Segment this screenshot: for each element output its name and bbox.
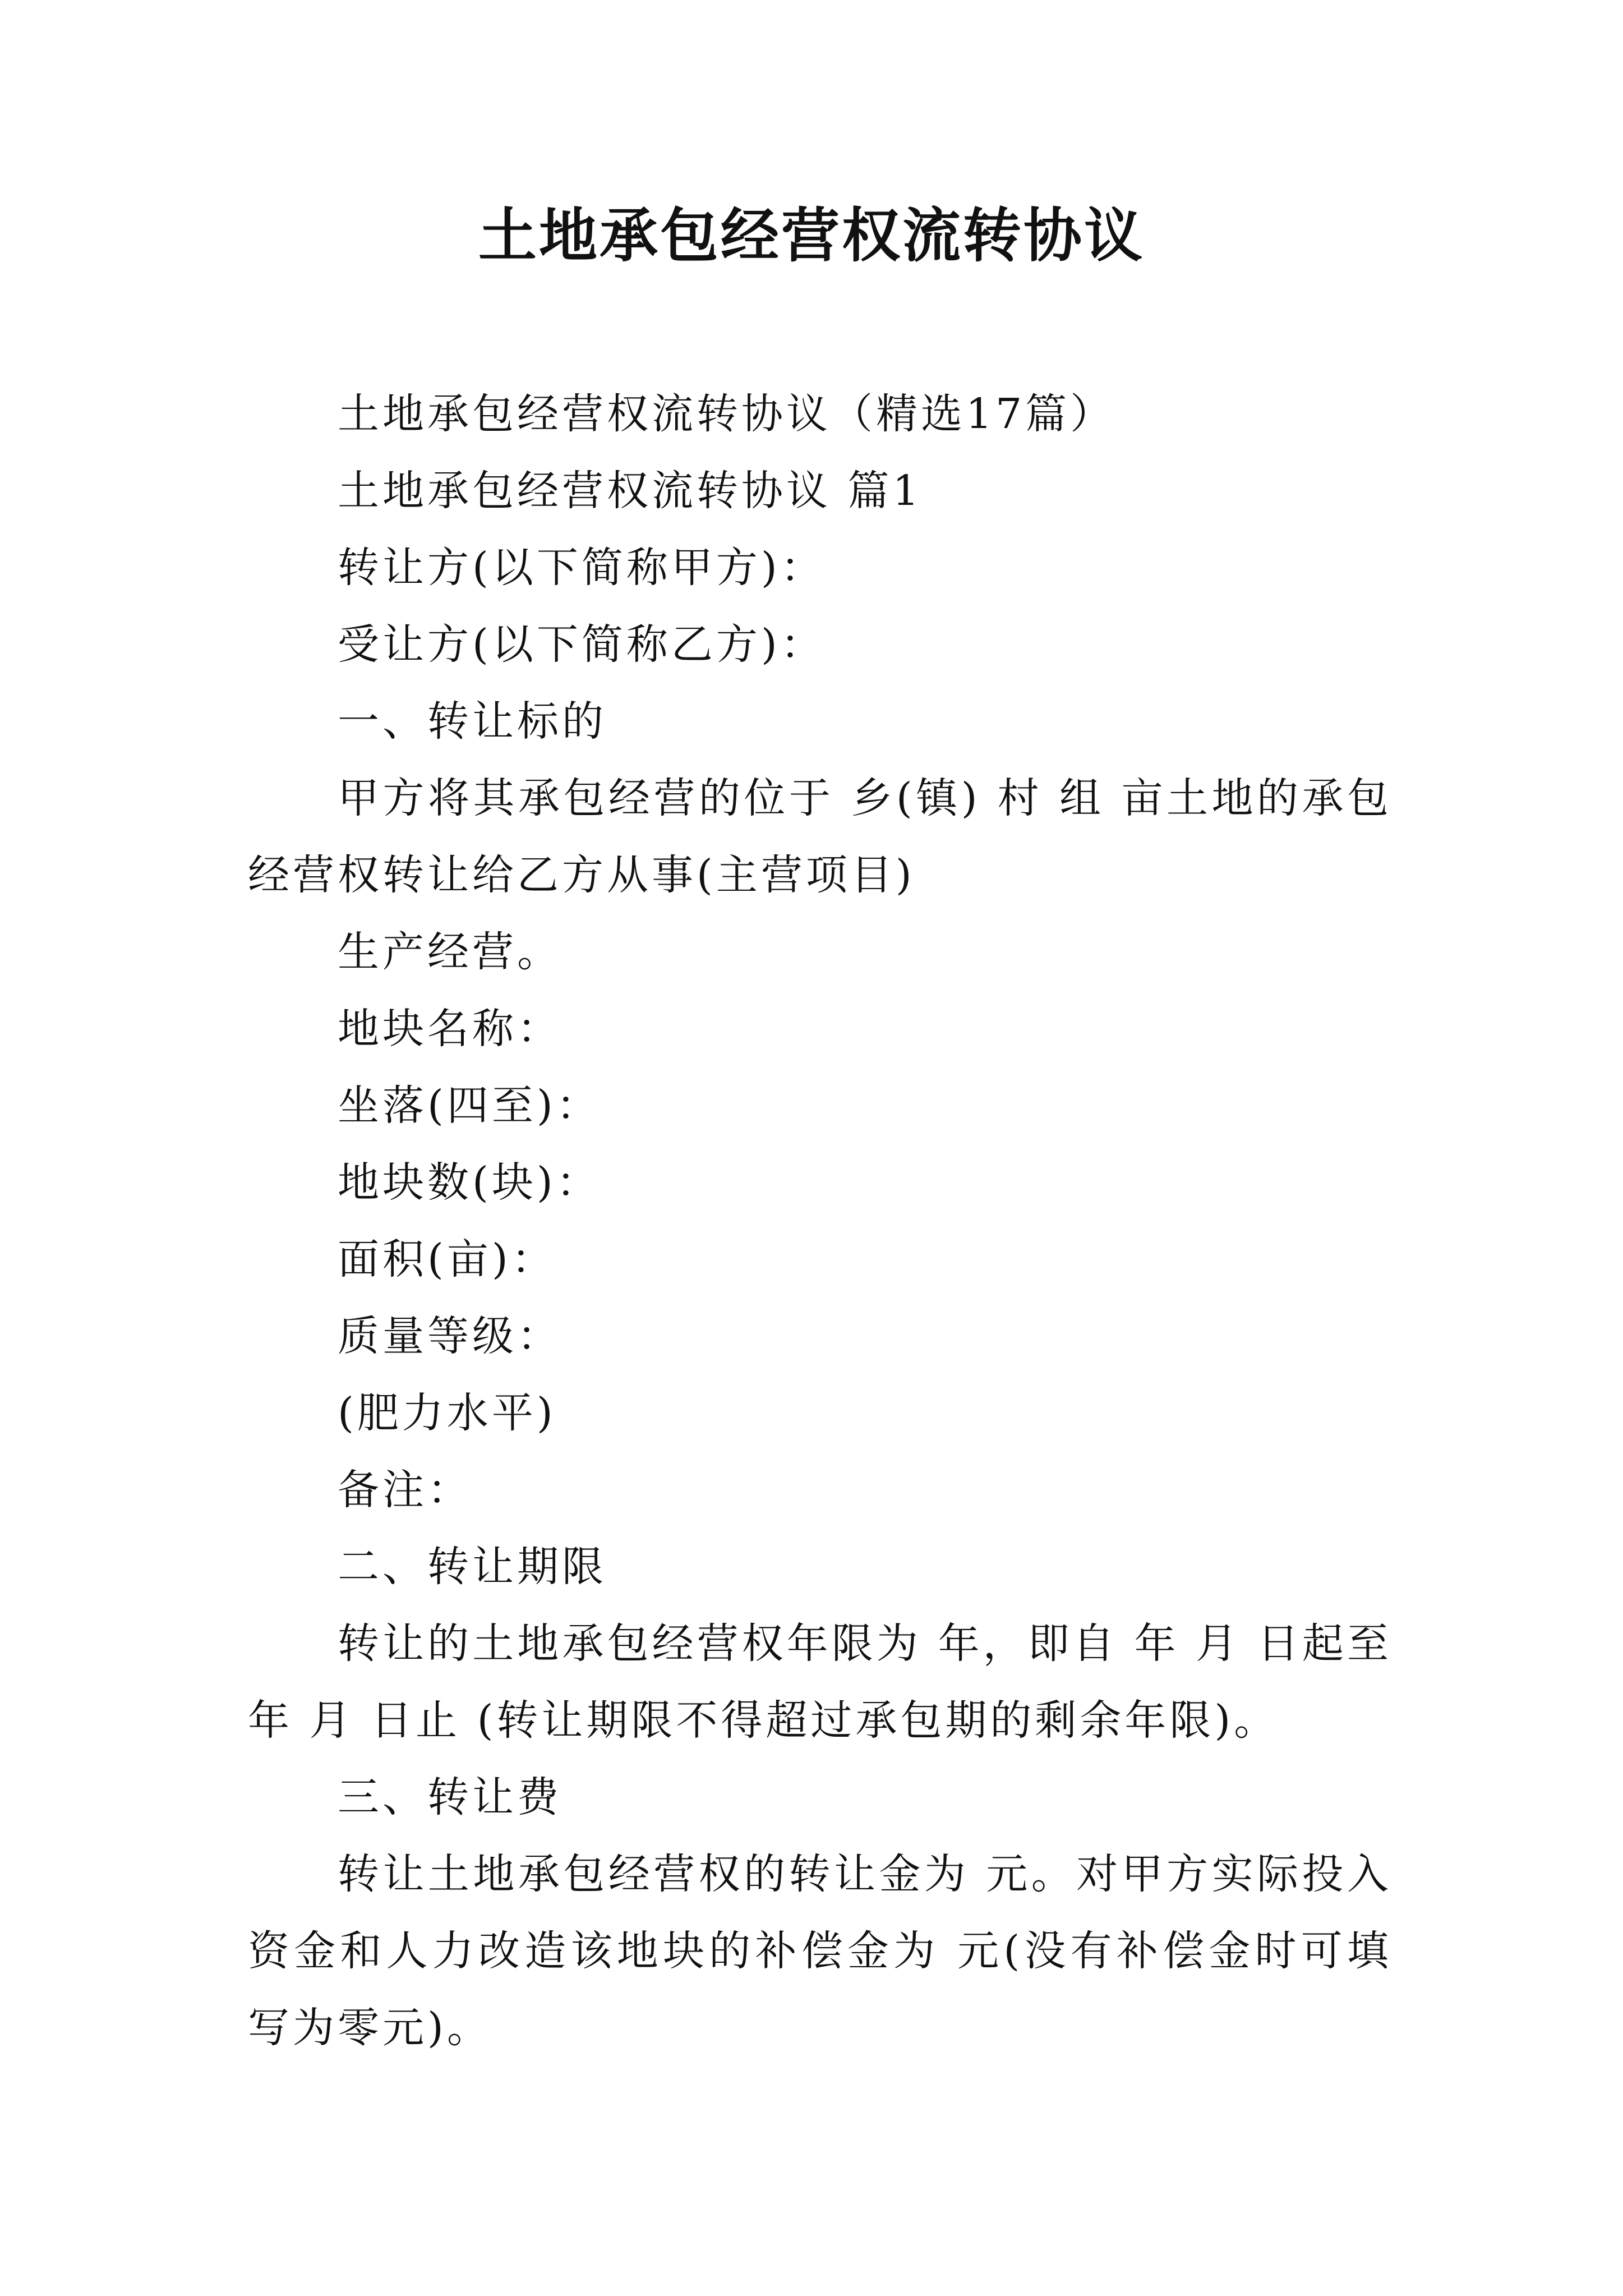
paragraph-plot-name: 地块名称： — [338, 1005, 562, 1053]
paragraph-remarks: 备注： — [338, 1466, 472, 1514]
paragraph-area: 面积(亩)： — [338, 1235, 556, 1283]
paragraph-plot-count: 地块数(块)： — [338, 1158, 601, 1207]
paragraph-transferee: 受让方(以下简称乙方)： — [338, 620, 826, 669]
paragraph-location: 坐落(四至)： — [338, 1082, 601, 1130]
paragraph-clause-3-heading: 三、转让费 — [338, 1773, 562, 1821]
document-body — [248, 376, 1392, 2067]
paragraph-transferor: 转让方(以下简称甲方)： — [338, 544, 826, 592]
paragraph-clause-1-heading: 一、转让标的 — [338, 697, 607, 746]
paragraph-fertility: (肥力水平) — [338, 1389, 556, 1437]
paragraph-section-heading: 土地承包经营权流转协议 篇1 — [338, 467, 923, 515]
paragraph-production: 生产经营。 — [338, 928, 562, 976]
document-title: 土地承包经营权流转协议 — [478, 201, 1145, 270]
paragraph-clause-1-text: 甲方将其承包经营的位于 乡(镇) 村 组 亩土地的承包经营权转让给乙方从事(主营项目) — [248, 774, 1392, 899]
paragraph-subtitle: 土地承包经营权流转协议（精选17篇） — [338, 390, 1115, 438]
paragraph-quality-grade: 质量等级： — [338, 1312, 562, 1360]
paragraph-clause-2-heading: 二、转让期限 — [338, 1543, 607, 1591]
paragraph-clause-2-text: 转让的土地承包经营权年限为 年，即自 年 月 日起至 年 月 日止 (转让期限不得超过承包期的剩余年限)。 — [248, 1619, 1392, 1745]
paragraph-clause-3-text: 转让土地承包经营权的转让金为 元。对甲方实际投入资金和人力改造该地块的补偿金为 元(没有补偿金时可填写为零元)。 — [248, 1850, 1392, 2052]
